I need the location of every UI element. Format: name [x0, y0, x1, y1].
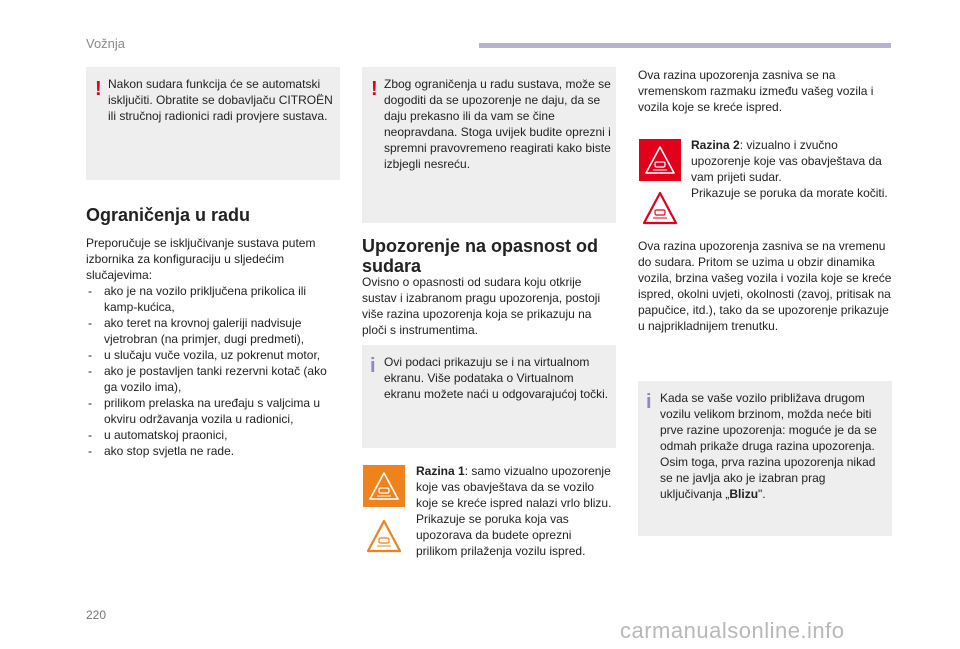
level1-title: Razina 1	[416, 464, 465, 478]
info-box	[362, 345, 616, 448]
list-item: - ako teret na krovnoj galeriji nadvisuje vjetrobran (na primjer, dugi predmeti),	[86, 315, 340, 347]
level2-title: Razina 2	[691, 138, 740, 152]
level1-paragraph	[416, 463, 616, 511]
page-number: 220	[86, 608, 107, 622]
section-title: Vožnja	[86, 36, 126, 51]
collision-body: Ovisno o opasnosti od sudara koju otkrije sustav i izabranom pragu upozorenja, postoji više razina upozorenja koja se prikazuju na ploči s instrumentima.	[362, 275, 601, 337]
header-bar	[479, 43, 891, 48]
limitations-intro: Preporučuje se isključivanje sustava putem izbornika za konfiguraciju u sljedećim slučajevima:	[86, 236, 316, 282]
list-item: - ako stop svjetla ne rade.	[86, 443, 340, 459]
level1-text2: Prikazuje se poruka koja vas upozorava da budete oprezni prilikom prilaženja vozilu ispred.	[416, 512, 586, 558]
info-icon: i	[646, 391, 652, 413]
warning-exclamation-icon: !	[95, 78, 102, 100]
warning-text: Nakon sudara funkcija će se automatski isključiti. Obratite se dobavljaču CITROËN ili stručnoj radionici radi provjere sustava.	[108, 77, 333, 123]
list-item: - ako je na vozilo priključena prikolica ili kamp-kućica,	[86, 283, 340, 315]
list-item: - u slučaju vuče vozila, uz pokrenut motor,	[86, 347, 340, 363]
warning-box	[362, 67, 616, 223]
level2-text2: Prikazuje se poruka da morate kočiti.	[691, 186, 888, 200]
level1-text: : samo vizualno upozorenje koje vas obavještava da se vozilo koje se kreće ispred nalazi vrlo blizu.	[416, 464, 612, 510]
section-heading: Upozorenje na opasnost od sudara	[362, 236, 599, 276]
list-item: - prilikom prelaska na uređaju s valjcima u okviru održavanja vozila u radionici,	[86, 395, 340, 427]
info-box	[638, 381, 892, 536]
list-item: - u automatskoj praonici,	[86, 427, 340, 443]
info-text-end: ".	[758, 487, 766, 501]
list-item: - ako je postavljen tanki rezervni kotač (ako ga vozilo ima),	[86, 363, 340, 395]
collision-warning-triangle-icon	[639, 139, 681, 181]
level1-description	[416, 463, 616, 559]
level2-description	[691, 137, 891, 201]
limitations-list	[86, 283, 340, 459]
level2-text: : vizualno i zvučno upozorenje koje vas obavještava da vam prijeti sudar.	[691, 138, 882, 184]
info-icon: i	[370, 355, 376, 377]
collision-warning-triangle-icon	[363, 465, 405, 507]
warning-box	[86, 67, 340, 180]
info-text-bold: Blizu	[729, 487, 759, 501]
level1-basis: Ova razina upozorenja zasniva se na vremenskom razmaku između vašeg vozila i vozila koje se kreće ispred.	[638, 68, 874, 114]
warning-exclamation-icon: !	[371, 78, 378, 100]
level2-paragraph	[691, 137, 891, 185]
limitations-text	[86, 235, 340, 459]
info-text-main: Kada se vaše vozilo približava drugom vozilu velikom brzinom, možda neće biti prve razine upozorenja: moguće je da se odmah prikaže druga razina upozorenja. Osim toga, prva razina upozorenja nikad se ne javlja ako je izabran prag uključivanja „	[660, 391, 877, 501]
info-text: Ovi podaci prikazuju se i na virtualnom ekranu. Više podataka o Virtualnom ekranu možete naći u odgovarajućoj točki.	[384, 355, 609, 401]
info-text	[660, 390, 886, 502]
warning-text: Zbog ograničenja u radu sustava, može se dogoditi da se upozorenje ne daju, da se daju prekasno ili da vam se čine neopravdana. Stoga uvijek budite oprezni i spremni pravovremeno reagirati kako biste izbjegli nesreću.	[384, 77, 611, 171]
section-heading: Ograničenja u radu	[86, 205, 251, 225]
watermark: carmanualsonline.info	[620, 618, 845, 643]
level2-basis: Ova razina upozorenja zasniva se na vremenu do sudara. Pritom se uzima u obzir dinamika vozila, brzina vašeg vozila i vozila koje se kreće ispred, okolni uvjeti, okolnosti (zavoj, pritisak na papučice, itd.), tako da se upozorenje prikazuje u najprikladnijem trenutku.	[638, 239, 892, 333]
collision-warning-triangle-icon	[363, 515, 405, 557]
collision-warning-triangle-icon	[639, 187, 681, 229]
